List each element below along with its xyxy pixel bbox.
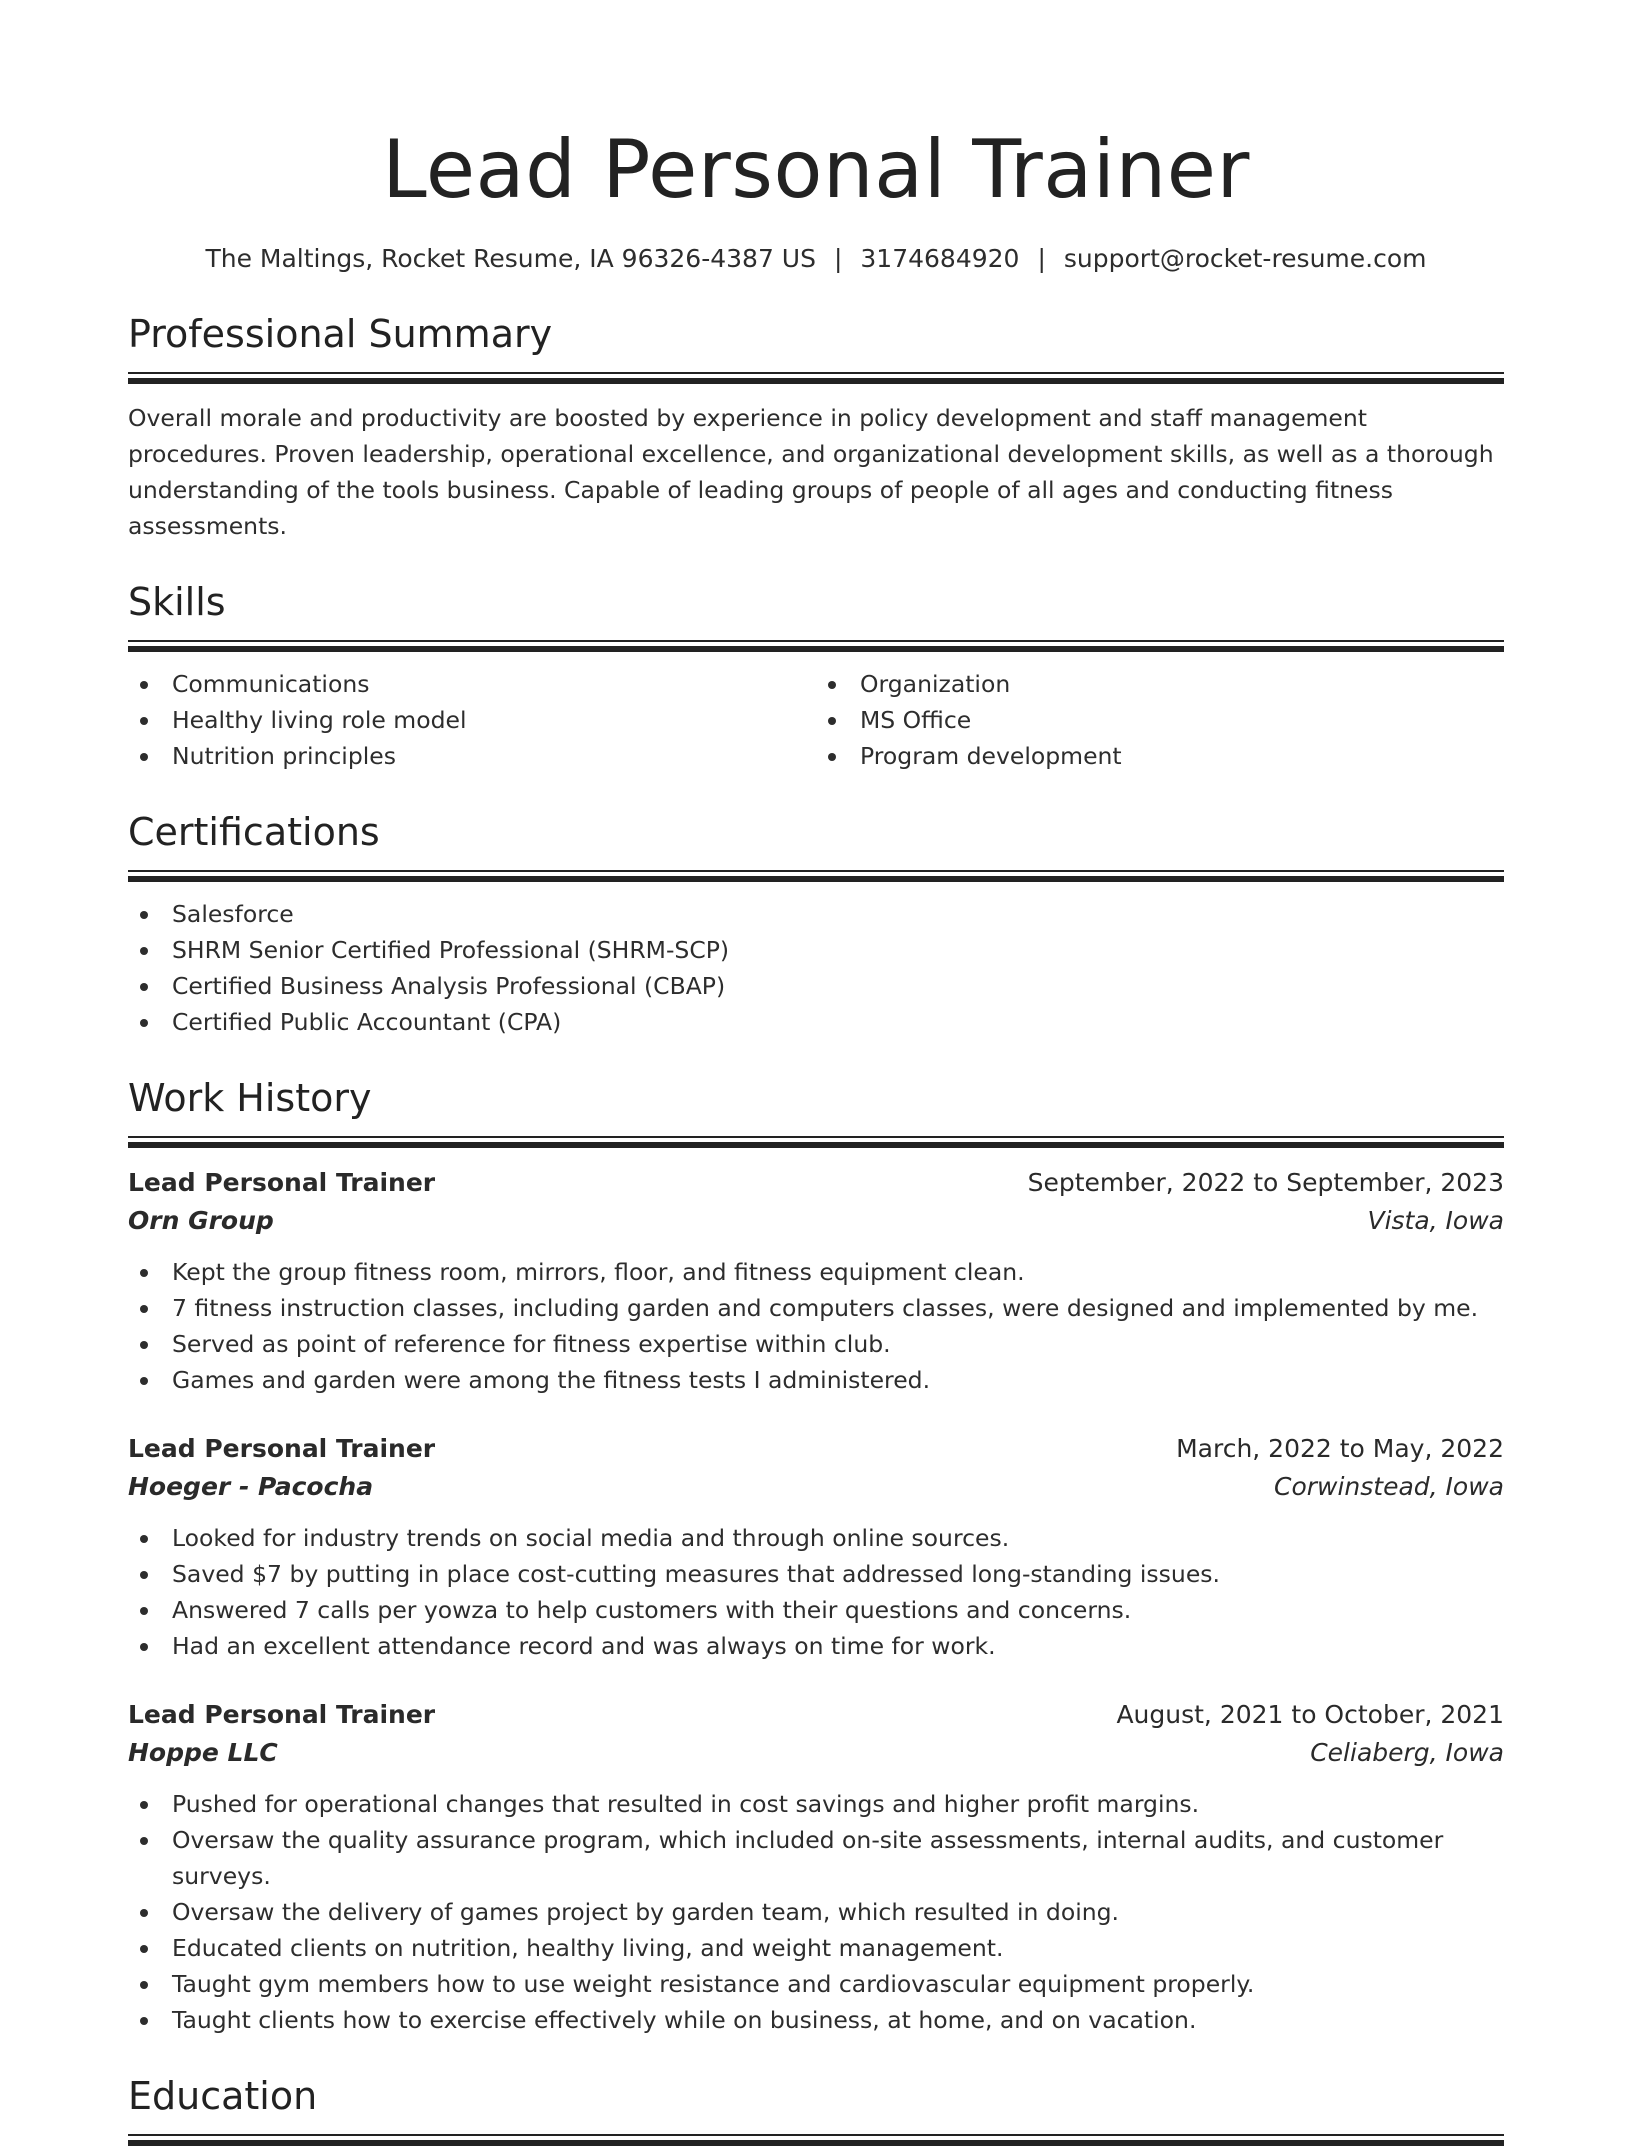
bullet-icon bbox=[828, 717, 836, 725]
job-company-row bbox=[128, 1202, 1504, 1240]
bullet-icon bbox=[140, 1535, 148, 1543]
skill-item bbox=[128, 738, 816, 774]
certification-item bbox=[128, 932, 1504, 968]
bullet-icon bbox=[828, 753, 836, 761]
bullet-icon bbox=[140, 1019, 148, 1027]
job-header-row bbox=[128, 1430, 1504, 1468]
job-company: Orn Group bbox=[128, 1206, 274, 1235]
job-bullets bbox=[128, 1520, 1504, 1664]
job-dates: September, 2022 to September, 2023 bbox=[1027, 1168, 1504, 1197]
bullet-icon bbox=[140, 1377, 148, 1385]
job-bullet bbox=[128, 1786, 1504, 1822]
skills-section bbox=[128, 578, 1504, 774]
bullet-icon bbox=[140, 1837, 148, 1845]
certification-item bbox=[128, 968, 1504, 1004]
bullet-icon bbox=[828, 681, 836, 689]
job-bullet-text: Answered 7 calls per yowza to help customers with their questions and concerns. bbox=[172, 1596, 1132, 1624]
job-entry bbox=[128, 1430, 1504, 1664]
resume-name: Lead Personal Trainer bbox=[382, 123, 1250, 216]
education-section bbox=[128, 2072, 1504, 2148]
job-location: Celiaberg, Iowa bbox=[1310, 1738, 1504, 1767]
job-dates: March, 2022 to May, 2022 bbox=[1176, 1434, 1504, 1463]
certification-item bbox=[128, 1004, 1504, 1040]
certification-item bbox=[128, 896, 1504, 932]
job-company-row bbox=[128, 1734, 1504, 1772]
job-bullet-text: 7 fitness instruction classes, including garden and computers classes, were designed and implemented by me. bbox=[172, 1294, 1479, 1322]
job-bullet bbox=[128, 1966, 1504, 2002]
skill-text: Nutrition principles bbox=[172, 742, 396, 770]
work-history-section bbox=[128, 1074, 1504, 2038]
job-bullet bbox=[128, 1290, 1504, 1326]
job-bullet-text: Taught gym members how to use weight resistance and cardiovascular equipment properly. bbox=[172, 1970, 1255, 1998]
bullet-icon bbox=[140, 1981, 148, 1989]
job-bullet bbox=[128, 1362, 1504, 1398]
skill-item bbox=[128, 666, 816, 702]
job-header-row bbox=[128, 1164, 1504, 1202]
job-bullet-text: Looked for industry trends on social media and through online sources. bbox=[172, 1524, 1010, 1552]
bullet-icon bbox=[140, 1571, 148, 1579]
bullet-icon bbox=[140, 1305, 148, 1313]
job-company-row bbox=[128, 1468, 1504, 1506]
skill-item bbox=[816, 738, 1504, 774]
section-title-skills: Skills bbox=[128, 580, 226, 624]
job-bullet bbox=[128, 1822, 1504, 1894]
section-divider bbox=[128, 870, 1504, 884]
bullet-icon bbox=[140, 1909, 148, 1917]
skills-list-right bbox=[816, 666, 1504, 774]
section-title-certifications: Certifications bbox=[128, 810, 380, 854]
job-bullets bbox=[128, 1254, 1504, 1398]
bullet-icon bbox=[140, 947, 148, 955]
certification-text: SHRM Senior Certified Professional (SHRM-SCP) bbox=[172, 936, 730, 964]
skill-item bbox=[816, 702, 1504, 738]
job-title: Lead Personal Trainer bbox=[128, 1434, 436, 1463]
job-location: Vista, Iowa bbox=[1367, 1206, 1504, 1235]
bullet-icon bbox=[140, 1945, 148, 1953]
job-bullet-text: Games and garden were among the fitness tests I administered. bbox=[172, 1366, 931, 1394]
certifications-list bbox=[128, 896, 1504, 1040]
job-bullet-text: Saved $7 by putting in place cost-cutting measures that addressed long-standing issues. bbox=[172, 1560, 1220, 1588]
contact-email: support@rocket-resume.com bbox=[1063, 244, 1427, 273]
job-bullet bbox=[128, 1326, 1504, 1362]
job-bullet-text: Educated clients on nutrition, healthy living, and weight management. bbox=[172, 1934, 1004, 1962]
section-title-work-history: Work History bbox=[128, 1076, 372, 1120]
skill-text: Program development bbox=[860, 742, 1122, 770]
summary-text: Overall morale and productivity are boosted by experience in policy development and staff management procedures. Proven leadership, operational excellence, and organizational development skills, as well as a thorough understanding of the tools business. Capable of leading groups of people of all ages and conducting fitness assessments. bbox=[128, 404, 1494, 540]
job-company: Hoeger - Pacocha bbox=[128, 1472, 374, 1501]
job-location: Corwinstead, Iowa bbox=[1274, 1472, 1504, 1501]
bullet-icon bbox=[140, 753, 148, 761]
section-title-education: Education bbox=[128, 2074, 318, 2118]
job-title: Lead Personal Trainer bbox=[128, 1168, 436, 1197]
bullet-icon bbox=[140, 983, 148, 991]
job-header-row bbox=[128, 1696, 1504, 1734]
certifications-section bbox=[128, 808, 1504, 1040]
job-bullet bbox=[128, 1520, 1504, 1556]
bullet-icon bbox=[140, 1341, 148, 1349]
skill-text: MS Office bbox=[860, 706, 972, 734]
bullet-icon bbox=[140, 1801, 148, 1809]
skill-item bbox=[816, 666, 1504, 702]
job-bullets bbox=[128, 1786, 1504, 2038]
bullet-icon bbox=[140, 911, 148, 919]
job-entry bbox=[128, 1696, 1504, 2038]
section-divider bbox=[128, 1136, 1504, 1150]
summary-section bbox=[128, 310, 1504, 544]
job-bullet bbox=[128, 2002, 1504, 2038]
contact-phone: 3174684920 bbox=[860, 244, 1020, 273]
certification-text: Certified Public Accountant (CPA) bbox=[172, 1008, 562, 1036]
job-bullet bbox=[128, 1628, 1504, 1664]
skill-text: Healthy living role model bbox=[172, 706, 467, 734]
job-title: Lead Personal Trainer bbox=[128, 1700, 436, 1729]
section-divider bbox=[128, 372, 1504, 386]
section-divider bbox=[128, 640, 1504, 654]
certification-text: Salesforce bbox=[172, 900, 294, 928]
job-bullet-text: Oversaw the delivery of games project by garden team, which resulted in doing. bbox=[172, 1898, 1120, 1926]
contact-line bbox=[128, 242, 1504, 276]
job-bullet-text: Had an excellent attendance record and was always on time for work. bbox=[172, 1632, 996, 1660]
section-divider bbox=[128, 2134, 1504, 2148]
bullet-icon bbox=[140, 1269, 148, 1277]
bullet-icon bbox=[140, 1607, 148, 1615]
job-bullet bbox=[128, 1556, 1504, 1592]
skill-text: Organization bbox=[860, 670, 1011, 698]
job-bullet-text: Pushed for operational changes that resulted in cost savings and higher profit margins. bbox=[172, 1790, 1200, 1818]
job-bullet bbox=[128, 1894, 1504, 1930]
contact-separator: | bbox=[833, 244, 843, 273]
bullet-icon bbox=[140, 1643, 148, 1651]
job-bullet bbox=[128, 1254, 1504, 1290]
job-bullet bbox=[128, 1930, 1504, 1966]
job-bullet-text: Taught clients how to exercise effectively while on business, at home, and on vacation. bbox=[172, 2006, 1197, 2034]
job-bullet-text: Oversaw the quality assurance program, which included on-site assessments, internal audits, and customer surveys. bbox=[172, 1826, 1444, 1890]
skills-grid bbox=[128, 654, 1504, 774]
bullet-icon bbox=[140, 2017, 148, 2025]
bullet-icon bbox=[140, 717, 148, 725]
bullet-icon bbox=[140, 681, 148, 689]
certification-text: Certified Business Analysis Professional (CBAP) bbox=[172, 972, 726, 1000]
job-entry bbox=[128, 1164, 1504, 1398]
job-bullet-text: Served as point of reference for fitness expertise within club. bbox=[172, 1330, 891, 1358]
skill-item bbox=[128, 702, 816, 738]
job-dates: August, 2021 to October, 2021 bbox=[1116, 1700, 1504, 1729]
job-bullet bbox=[128, 1592, 1504, 1628]
job-bullet-text: Kept the group fitness room, mirrors, floor, and fitness equipment clean. bbox=[172, 1258, 1025, 1286]
skill-text: Communications bbox=[172, 670, 370, 698]
contact-address: The Maltings, Rocket Resume, IA 96326-4387 US bbox=[205, 244, 816, 273]
skills-list-left bbox=[128, 666, 816, 774]
contact-separator: | bbox=[1037, 244, 1046, 273]
job-company: Hoppe LLC bbox=[128, 1738, 278, 1767]
section-title-summary: Professional Summary bbox=[128, 312, 553, 356]
